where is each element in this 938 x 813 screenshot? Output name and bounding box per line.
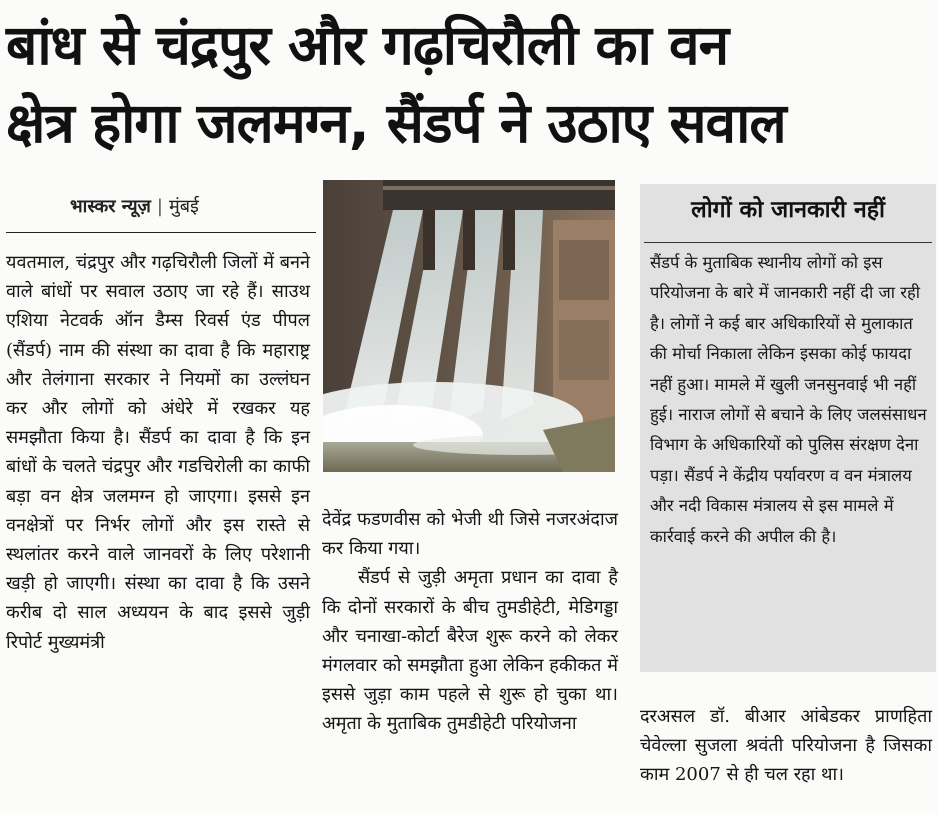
headline-line-2: क्षेत्र होगा जलमग्न, सैंडर्प ने उठाए सवाल bbox=[6, 91, 786, 155]
byline bbox=[70, 194, 320, 218]
article-paragraph: सैंडर्प से जुड़ी अमृता प्रधान का दावा है कि दोनों सरकारों के बीच तुमडीहेटी, मेडिगड्डा और चनाखा-कोर्टा बैरेज शुरू करने को लेकर मंगलवार को समझौता हुआ लेकिन हकीकत में इससे जुड़ा काम पहले से शुरू हो चुका था। अमृता के मुताबिक तुमडीहेटी परियोजना bbox=[322, 567, 618, 735]
article-paragraph: देवेंद्र फडणवीस को भेजी थी जिसे नजरअंदाज कर किया गया। bbox=[322, 509, 618, 560]
dam-photo bbox=[323, 180, 615, 472]
byline-separator: | bbox=[156, 196, 163, 217]
article-column-3 bbox=[640, 702, 932, 790]
sidebar-body: सैंडर्प के मुताबिक स्थानीय लोगों को इस परियोजना के बारे में जानकारी नहीं दी जा रही है। लोगों ने कई बार अधिकारियों से मुलाकात की मोर्चा निकाला लेकिन इसका कोई फायदा नहीं हुआ। मामले में खुली जनसुनवाई भी नहीं हुई। नाराज लोगों से बचाने के लिए जलसंसाधन विभाग के अधिकारियों को पुलिस संरक्षण देना पड़ा। सैंडर्प ने केंद्रीय पर्यावरण व वन मंत्रालय और नदी विकास मंत्रालय से इस मामले में कार्रवाई करने की अपील की है। bbox=[650, 253, 927, 546]
article-column-2 bbox=[322, 505, 618, 739]
article-paragraph: दरअसल डॉ. बीआर आंबेडकर प्राणहिता चेवेल्ला सुजला श्रवंती परियोजना है जिसका काम 2007 से ही चल रहा था। bbox=[640, 706, 932, 786]
byline-city: मुंबई bbox=[168, 196, 199, 217]
article-column-1 bbox=[6, 248, 310, 657]
headline bbox=[6, 6, 932, 162]
headline-line-1: बांध से चंद्रपुर और गढ़चिरौली का वन bbox=[6, 13, 729, 77]
byline-rule bbox=[6, 232, 316, 233]
sidebar-box bbox=[640, 184, 936, 672]
sidebar-title: लोगों को जानकारी नहीं bbox=[691, 197, 885, 223]
byline-source: भास्कर न्यूज़ bbox=[70, 196, 151, 217]
sidebar-title-rule bbox=[644, 242, 932, 243]
dam-spillway-illustration bbox=[323, 180, 615, 472]
article-paragraph: यवतमाल, चंद्रपुर और गढ़चिरौली जिलों में बनने वाले बांधों पर सवाल उठाए जा रहे हैं। साउथ एशिया नेटवर्क ऑन डैम्स रिवर्स एंड पीपल (सैंडर्प) नाम की संस्था का दावा है कि महाराष्ट्र और तेलंगाना सरकार ने नियमों का उल्लंघन कर और लोगों को अंधेरे में रखकर यह समझौता किया है। सैंडर्प का दावा है कि इन बांधों के चलते चंद्रपुर और गडचिरोली का काफी बड़ा वन क्षेत्र जलमग्न हो जाएगा। इससे इन वनक्षेत्रों पर निर्भर लोगों और इस रास्ते से स्थलांतर करने वाले जानवरों के लिए परेशानी खड़ी हो जाएगी। संस्था का दावा है कि उसने करीब दो साल अध्ययन के बाद इससे जुड़ी रिपोर्ट मुख्यमंत्री bbox=[6, 252, 310, 653]
